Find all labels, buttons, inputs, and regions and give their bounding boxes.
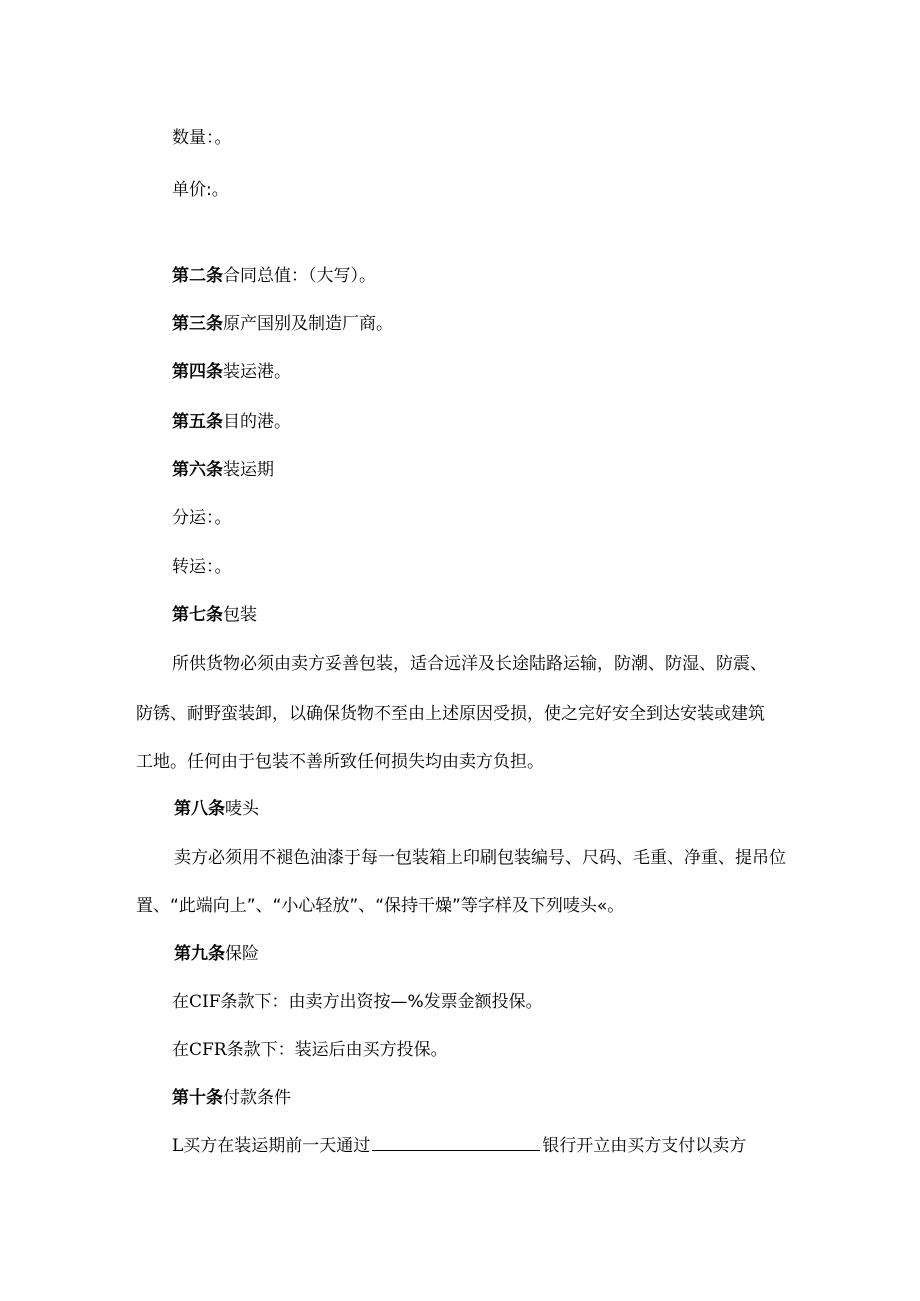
article-10-label: 第十条 xyxy=(172,1088,223,1108)
article-8-line xyxy=(174,797,259,821)
payment-clause-line-1 xyxy=(172,1134,746,1158)
article-7-line xyxy=(172,603,257,627)
article-8-text: 唛头 xyxy=(225,799,259,819)
packing-paragraph-line-1: 所供货物必须由卖方妥善包装，适合远洋及长途陆路运输，防潮、防湿、防震、 xyxy=(172,654,767,674)
article-9-text: 保险 xyxy=(225,944,259,964)
cfr-code: CFR xyxy=(189,1040,227,1060)
article-7-text: 包装 xyxy=(223,605,257,625)
packing-paragraph-line-3: 工地。任何由于包装不善所致任何损失均由卖方负担。 xyxy=(136,752,544,772)
bank-name-blank xyxy=(372,1134,540,1151)
cfr-insurance-line xyxy=(172,1038,448,1062)
article-4-line xyxy=(172,360,291,384)
article-4-text: 装运港。 xyxy=(223,362,291,382)
payment-text-after-blank: 银行开立由买方支付以卖方 xyxy=(542,1136,747,1156)
payment-text-before-blank: 买方在装运期前一天通过 xyxy=(183,1136,371,1156)
article-8-label: 第八条 xyxy=(174,799,225,819)
payment-item-marker: L xyxy=(172,1136,184,1156)
cif-insurance-line xyxy=(172,990,543,1014)
partial-shipment-line: 分运：。 xyxy=(172,508,232,528)
article-6-line xyxy=(172,458,274,482)
article-3-text: 原产国别及制造厂商。 xyxy=(223,314,393,334)
quantity-line: 数量：。 xyxy=(172,128,232,148)
article-6-label: 第六条 xyxy=(172,460,223,480)
packing-paragraph-line-2: 防锈、耐野蛮装卸，以确保货物不至由上述原因受损，使之完好安全到达安装或建筑 xyxy=(136,704,765,724)
article-10-text: 付款条件 xyxy=(223,1088,291,1108)
unit-price-line: 单价:。 xyxy=(172,180,229,200)
cif-code: CIF xyxy=(189,992,221,1012)
cif-prefix: 在 xyxy=(172,992,189,1012)
article-9-label: 第九条 xyxy=(174,944,225,964)
article-5-line xyxy=(172,410,291,434)
article-5-text: 目的港。 xyxy=(223,412,291,432)
article-2-line xyxy=(172,264,376,288)
transshipment-line: 转运：。 xyxy=(172,557,232,577)
article-9-line xyxy=(174,942,259,966)
cfr-prefix: 在 xyxy=(172,1040,189,1060)
marks-paragraph-line-2: 置、“此端向上”、“小心轻放”、“保持干燥”等字样及下列唛头«。 xyxy=(136,896,625,916)
article-5-label: 第五条 xyxy=(172,412,223,432)
article-6-text: 装运期 xyxy=(223,460,274,480)
article-3-label: 第三条 xyxy=(172,314,223,334)
cfr-text: 条款下：装运后由买方投保。 xyxy=(226,1040,448,1060)
article-4-label: 第四条 xyxy=(172,362,223,382)
marks-paragraph-line-1: 卖方必须用不褪色油漆于每一包装箱上印刷包装编号、尺码、毛重、净重、提吊位 xyxy=(174,848,786,868)
article-2-label: 第二条 xyxy=(172,266,223,286)
cif-text: 条款下：由卖方出资按—%发票金额投保。 xyxy=(220,992,543,1012)
article-10-line xyxy=(172,1086,291,1110)
article-2-text: 合同总值：（大写）。 xyxy=(223,266,376,286)
article-7-label: 第七条 xyxy=(172,605,223,625)
article-3-line xyxy=(172,312,393,336)
